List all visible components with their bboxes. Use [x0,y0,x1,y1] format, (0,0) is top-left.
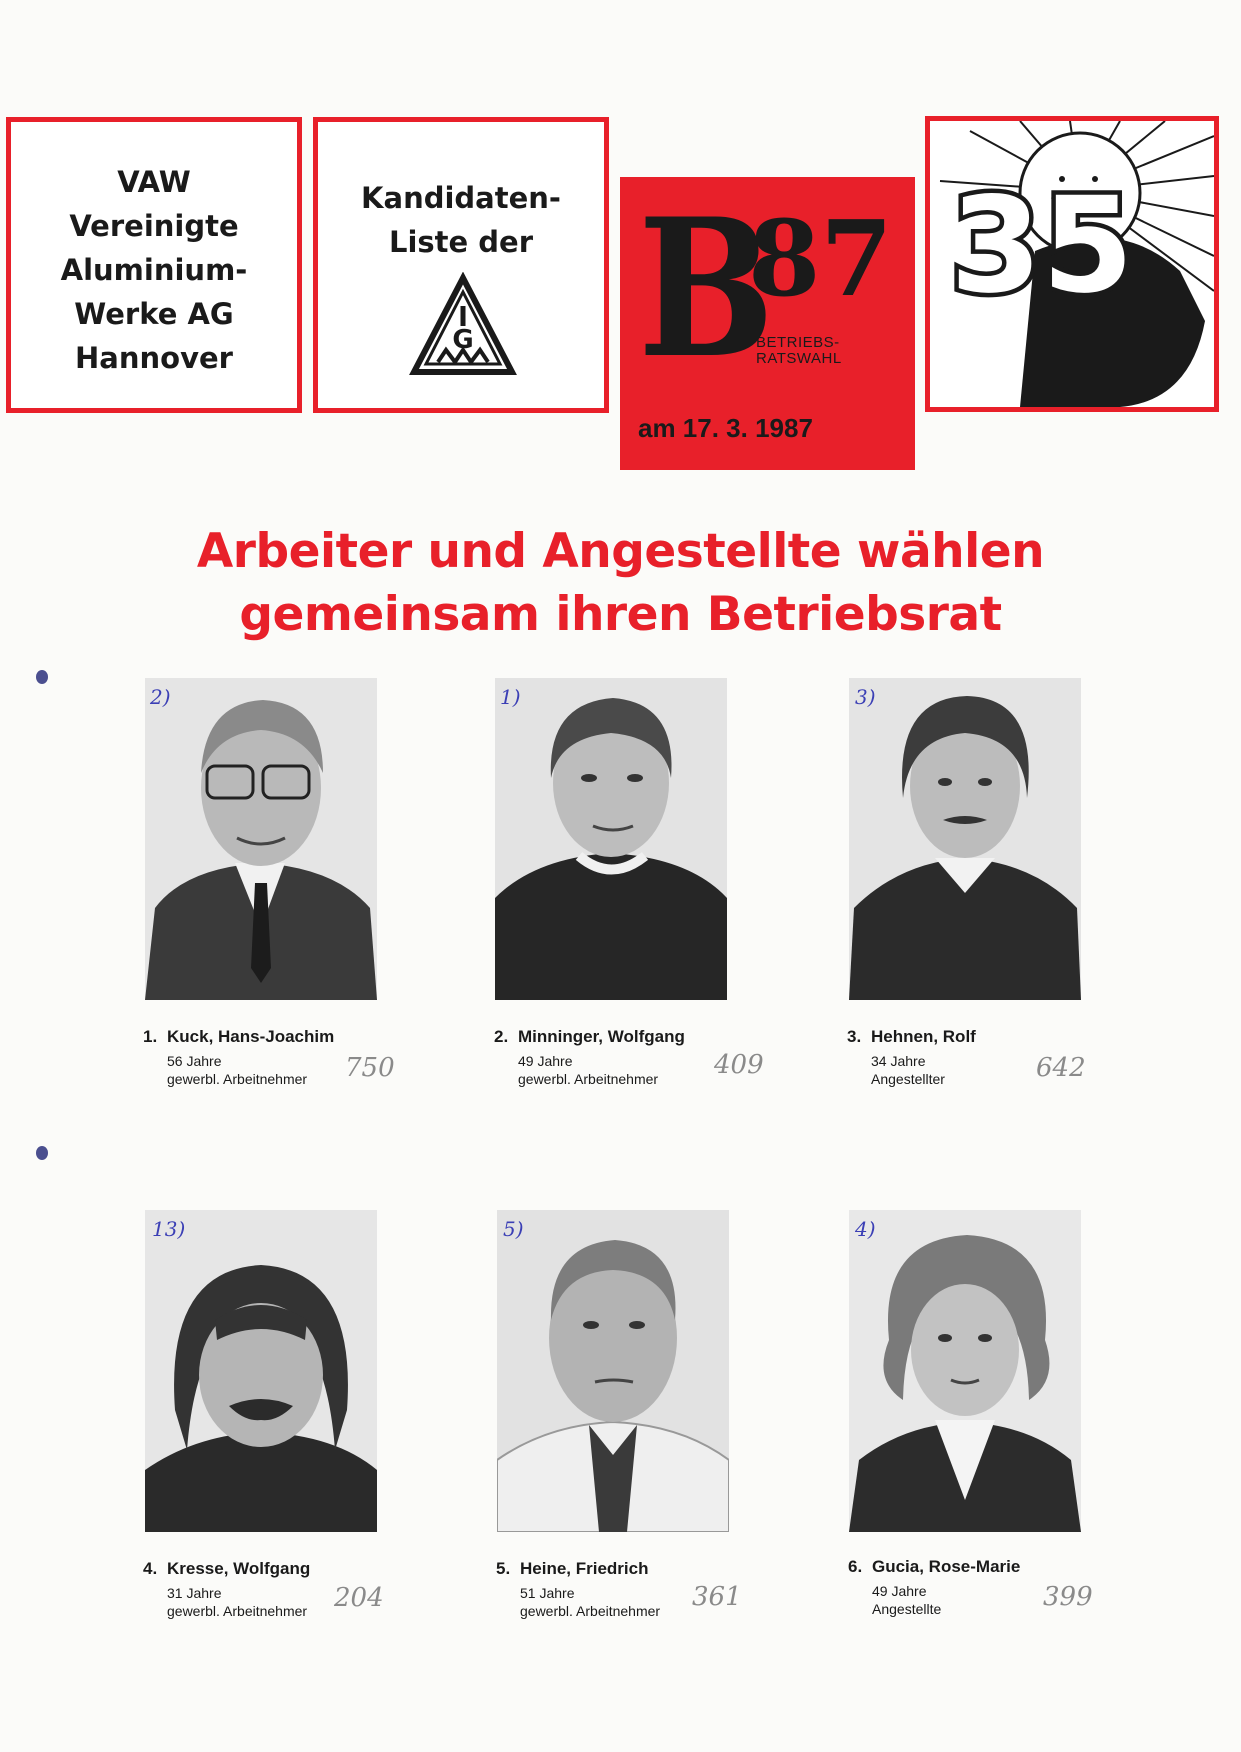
candidate-name-text: Gucia, Rose-Marie [872,1557,1021,1576]
candidate-age: 49 Jahre [518,1053,573,1069]
company-line: VAW [117,165,191,199]
headline-line: gemeinsam ihren Betriebsrat [239,587,1002,642]
candidate-name-text: Kuck, Hans-Joachim [167,1027,335,1046]
candidate-number: 2. [494,1027,509,1046]
candidate-name [143,1558,403,1580]
handwritten-vote-count: 750 [345,1053,395,1083]
candidate-role: gewerbl. Arbeitnehmer [167,1071,308,1087]
punch-hole [36,670,48,684]
candidate-photo [497,1210,729,1532]
company-line: Hannover [75,341,233,375]
headline-line: Arbeiter und Angestellte wählen [196,524,1045,579]
election-logo-year: 87 [748,197,893,320]
candidate-list-title [318,176,604,264]
list-title-line: Liste der [388,225,534,259]
candidate-number: 1. [143,1027,158,1046]
candidate-number: 6. [848,1557,863,1576]
candidate-name [143,1026,403,1048]
handwritten-vote-count: 409 [714,1050,764,1080]
candidate-role: gewerbl. Arbeitnehmer [167,1603,308,1619]
candidate-name-text: Hehnen, Rolf [871,1027,976,1046]
anniversary-number: 35 [950,169,1134,323]
handwritten-vote-count: 361 [692,1582,742,1612]
svg-text:G: G [452,325,474,355]
handwritten-photo-note: 4) [855,1217,876,1241]
company-name [11,160,297,380]
headline [0,520,1241,646]
candidate-role: Angestellte [872,1601,942,1617]
candidate-role: gewerbl. Arbeitnehmer [518,1071,659,1087]
handwritten-photo-note: 13) [152,1217,186,1241]
candidate-number: 5. [496,1559,511,1578]
handwritten-vote-count: 642 [1036,1053,1086,1083]
smiling-sun-icon [930,121,1214,407]
handwritten-photo-note: 2) [150,685,171,709]
candidate-photo [145,678,377,1000]
handwritten-photo-note: 1) [500,685,521,709]
candidate-age: 49 Jahre [872,1583,927,1599]
election-logo-subtitle [756,335,842,367]
candidate-name-text: Minninger, Wolfgang [518,1027,685,1046]
candidate-photo [849,678,1081,1000]
candidate-age: 51 Jahre [520,1585,575,1601]
handwritten-vote-count: 399 [1043,1582,1093,1612]
company-line: Aluminium- [60,253,248,287]
handwritten-photo-note: 3) [855,685,876,709]
candidate-name-text: Heine, Friedrich [520,1559,649,1578]
candidate-name-text: Kresse, Wolfgang [167,1559,311,1578]
candidate-photo [849,1210,1081,1532]
igm-logo-icon [408,272,518,382]
candidate-age: 31 Jahre [167,1585,222,1601]
election-logo [620,177,915,470]
anniversary-box [925,116,1219,412]
candidate-name [496,1558,756,1580]
candidate-role: Angestellter [871,1071,945,1087]
handwritten-vote-count: 204 [334,1583,384,1613]
candidate-list-box [313,117,609,413]
candidate-name [494,1026,754,1048]
candidate-name [847,1026,1107,1048]
company-line: Vereinigte [69,209,239,243]
candidate-age: 56 Jahre [167,1053,222,1069]
election-subtitle-line: RATSWAHL [756,350,842,367]
handwritten-photo-note: 5) [503,1217,524,1241]
candidate-name [848,1556,1108,1578]
candidate-photo [145,1210,377,1532]
candidate-photo [495,678,727,1000]
candidate-age: 34 Jahre [871,1053,926,1069]
punch-hole [36,1146,48,1160]
candidate-role: gewerbl. Arbeitnehmer [520,1603,661,1619]
list-title-line: Kandidaten- [361,181,561,215]
candidate-number: 3. [847,1027,862,1046]
company-box [6,117,302,413]
election-date: am 17. 3. 1987 [638,413,813,443]
company-line: Werke AG [74,297,234,331]
election-logo-letter: B [638,177,768,400]
candidate-number: 4. [143,1559,158,1578]
election-subtitle-line: BETRIEBS- [756,334,840,351]
